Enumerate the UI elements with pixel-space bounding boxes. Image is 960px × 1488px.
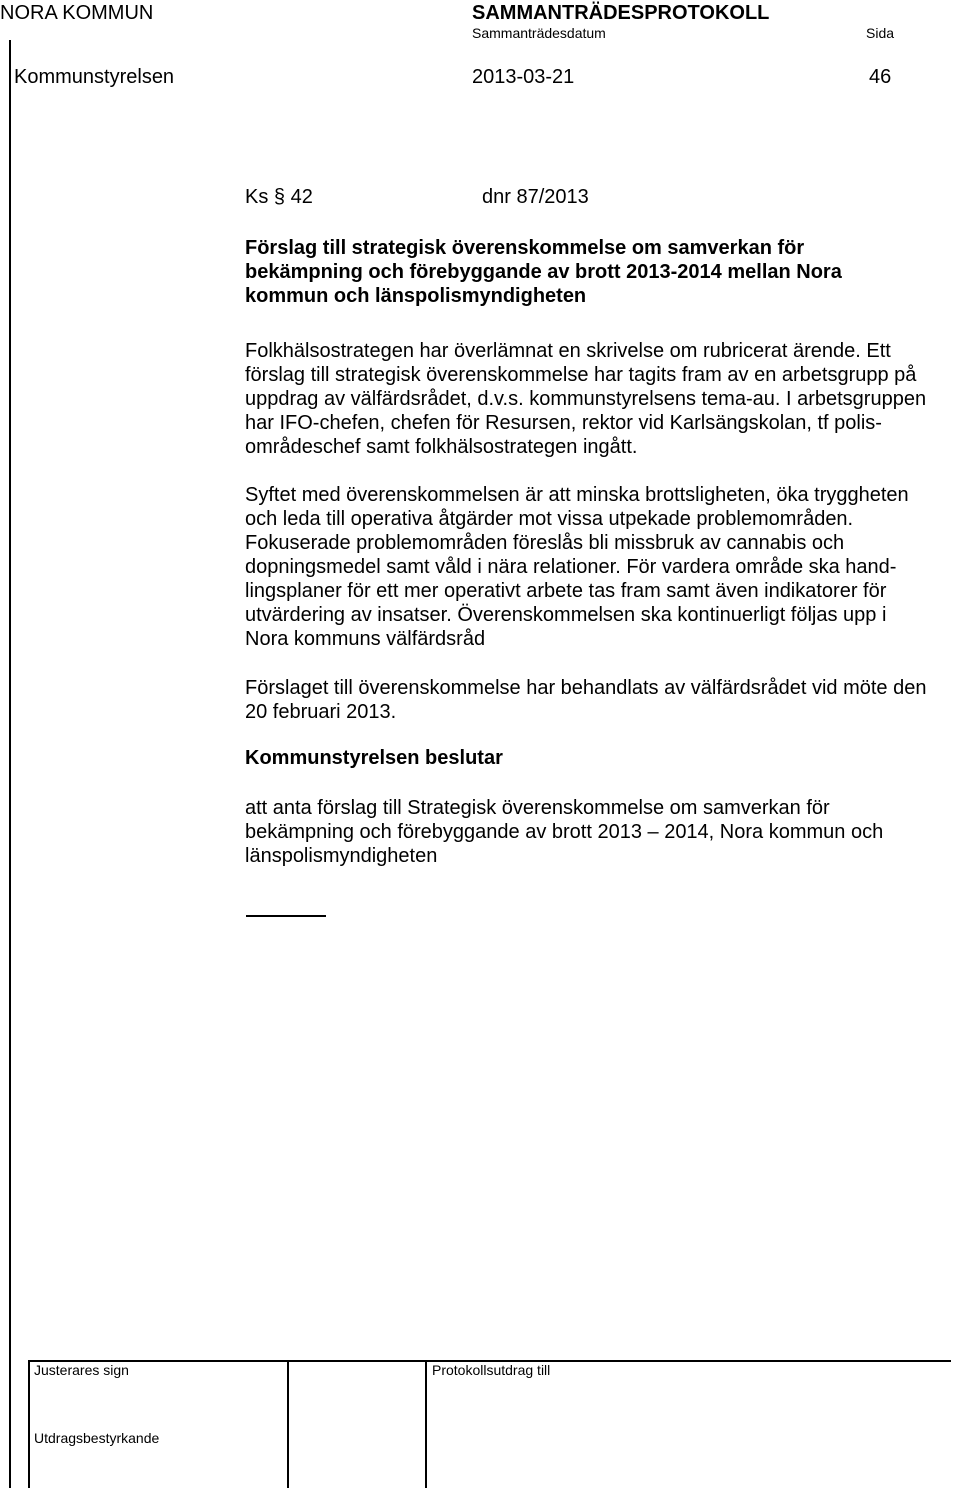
end-rule xyxy=(246,915,326,917)
case-paragraph: Ks § 42 xyxy=(245,186,313,208)
paragraph-line: och leda till operativa åtgärder mot vissa utpekade problemområden. xyxy=(245,508,854,530)
paragraph-line: har IFO-chefen, chefen för Resursen, rektor vid Karlsängskolan, tf polis- xyxy=(245,412,882,434)
paragraph-line: Förslaget till överenskommelse har behandlats av välfärdsrådet vid möte den xyxy=(245,677,927,699)
paragraph-handled xyxy=(245,676,960,724)
footer-divider xyxy=(28,1360,30,1488)
paragraph-line: Folkhälsostrategen har överlämnat en skrivelse om rubricerat ärende. Ett xyxy=(245,340,891,362)
organization-name: NORA KOMMUN xyxy=(0,2,154,24)
body-name: Kommunstyrelsen xyxy=(14,66,175,88)
case-title-line: kommun och länspolismyndigheten xyxy=(245,285,587,307)
paragraph-line: förslag till strategisk överenskommelse har tagits fram av en arbetsgrupp på xyxy=(245,364,917,386)
extract-label: Protokollsutdrag till xyxy=(432,1362,551,1378)
paragraph-line: områdeschef samt folkhälsostrategen ingått. xyxy=(245,436,638,458)
date-label: Sammanträdesdatum xyxy=(472,25,606,41)
decision-line: att anta förslag till Strategisk överenskommelse om samverkan för xyxy=(245,797,830,819)
paragraph-background xyxy=(245,339,960,459)
decision-text xyxy=(245,796,960,868)
page-number: 46 xyxy=(869,66,892,88)
footer-divider xyxy=(425,1360,427,1488)
decision-heading: Kommunstyrelsen beslutar xyxy=(245,747,503,769)
decision-line: bekämpning och förebyggande av brott 2013 – 2014, Nora kommun och xyxy=(245,821,884,843)
paragraph-line: Syftet med överenskommelsen är att minska brottsligheten, öka tryggheten xyxy=(245,484,909,506)
paragraph-line: Fokuserade problemområden föreslås bli missbruk av cannabis och xyxy=(245,532,845,554)
paragraph-line: Nora kommuns välfärdsråd xyxy=(245,628,486,650)
paragraph-line: utvärdering av insatser. Överenskommelsen ska kontinuerligt följas upp i xyxy=(245,604,887,626)
signer-label: Justerares sign xyxy=(34,1362,129,1378)
paragraph-line: 20 februari 2013. xyxy=(245,701,397,723)
case-title-line: Förslag till strategisk överenskommelse om samverkan för xyxy=(245,237,805,259)
certifier-label: Utdragsbestyrkande xyxy=(34,1430,160,1446)
margin-line xyxy=(9,40,11,1488)
decision-line: länspolismyndigheten xyxy=(245,845,438,867)
paragraph-line: lingsplaner för ett mer operativt arbete tas fram samt även indikatorer för xyxy=(245,580,887,602)
footer-divider xyxy=(287,1360,289,1488)
case-title-line: bekämpning och förebyggande av brott 2013-2014 mellan Nora xyxy=(245,261,842,283)
paragraph-purpose xyxy=(245,483,960,651)
page-label: Sida xyxy=(866,25,895,41)
case-dnr: dnr 87/2013 xyxy=(482,186,589,208)
paragraph-line: dopningsmedel samt våld i nära relationer. För vardera område ska hand- xyxy=(245,556,897,578)
document-type: SAMMANTRÄDESPROTOKOLL xyxy=(472,2,770,24)
paragraph-line: uppdrag av välfärdsrådet, d.v.s. kommunstyrelsens tema-au. I arbetsgruppen xyxy=(245,388,927,410)
meeting-date: 2013-03-21 xyxy=(472,66,575,88)
case-title xyxy=(245,236,960,308)
